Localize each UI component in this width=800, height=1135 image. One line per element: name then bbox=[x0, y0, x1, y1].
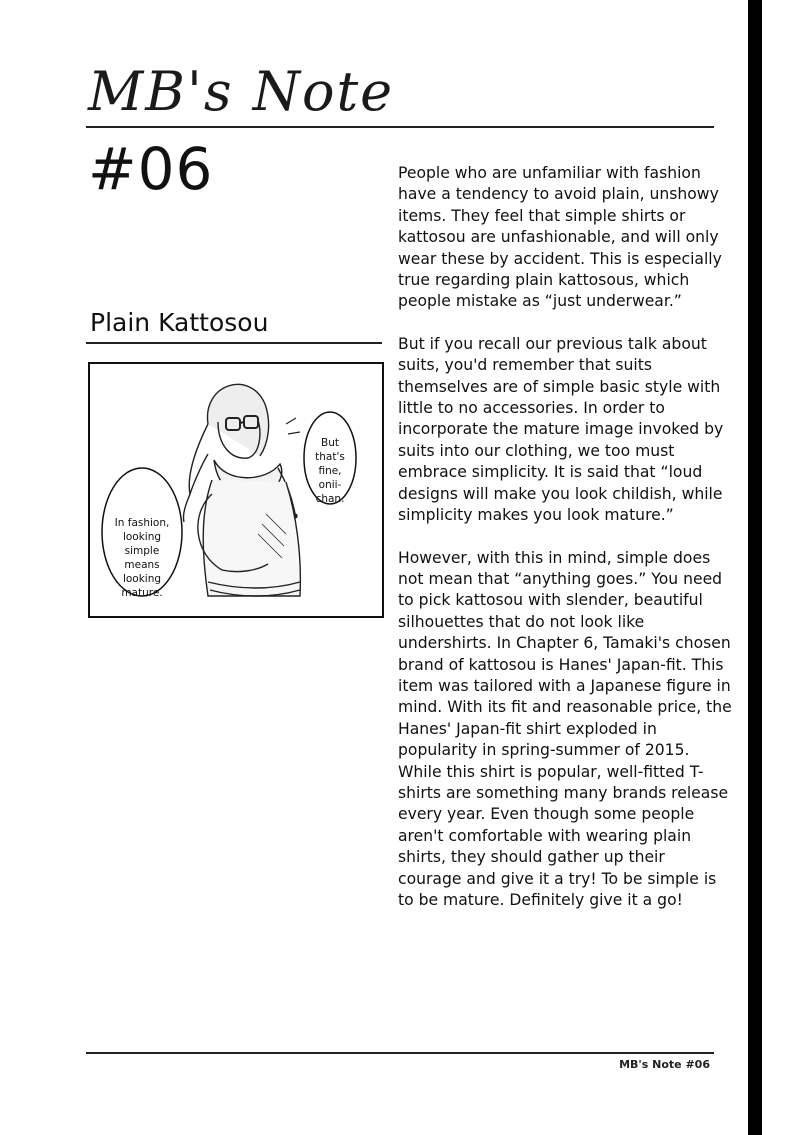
header-title: MB's Note bbox=[88, 60, 395, 123]
bubble-line: onii- bbox=[318, 479, 342, 491]
girl-figure bbox=[183, 384, 300, 596]
section-title: Plain Kattosou bbox=[90, 308, 269, 337]
bubble-line: But bbox=[321, 437, 339, 449]
bubble-line: fine, bbox=[318, 465, 342, 477]
bubble-line: means bbox=[124, 559, 160, 571]
footer-label: MB's Note #06 bbox=[619, 1058, 710, 1071]
bubble-line: mature. bbox=[121, 587, 163, 599]
bubble-left-text bbox=[104, 516, 180, 600]
bubble-line: that's bbox=[315, 451, 345, 463]
emphasis-marks bbox=[286, 418, 300, 434]
bubble-line: simple bbox=[124, 545, 160, 557]
bubble-line: In fashion, bbox=[114, 517, 170, 529]
manga-panel bbox=[88, 362, 384, 618]
bubble-line: looking bbox=[122, 531, 162, 543]
bubble-right-text bbox=[304, 436, 356, 506]
bubble-line: looking bbox=[122, 573, 162, 585]
article-paragraph: People who are unfamiliar with fashion have a tendency to avoid plain, unshowy items. They feel that simple shirts or kattosou are unfashionable, and will only wear these by accident. This is especially true regarding plain kattosous, which people mistake as “just underwear.” bbox=[398, 164, 722, 311]
footer-divider bbox=[86, 1052, 714, 1054]
issue-number: #06 bbox=[88, 135, 214, 203]
bubble-line: chan. bbox=[315, 493, 345, 505]
article-body bbox=[398, 163, 733, 932]
header-divider bbox=[86, 126, 714, 128]
article-paragraph: But if you recall our previous talk about suits, you'd remember that suits themselves are of simple basic style with little to no accessories. In order to incorporate the mature image invoked by suits into our clothing, we too must embrace simplicity. It is said that “loud designs will make you look childish, while simplicity makes you look mature.” bbox=[398, 334, 724, 525]
section-divider bbox=[86, 342, 382, 344]
page-edge-bar bbox=[748, 0, 762, 1135]
article-paragraph: However, with this in mind, simple does not mean that “anything goes.” You need to pick kattosou with slender, beautiful silhouettes that do not look like undershirts. In Chapter 6, Tamaki's chosen brand of kattosou is Hanes' Japan-fit. This item was tailored with a Japanese figure in mind. With its fit and reasonable price, the Hanes' Japan-fit shirt exploded in popularity in spring-summer of 2015. While this shirt is popular, well-fitted T-shirts are something many brands release every year. Even though some people aren't comfortable with wearing plain shirts, they should gather up their courage and give it a try! To be simple is to be mature. Definitely give it a go! bbox=[398, 548, 732, 909]
